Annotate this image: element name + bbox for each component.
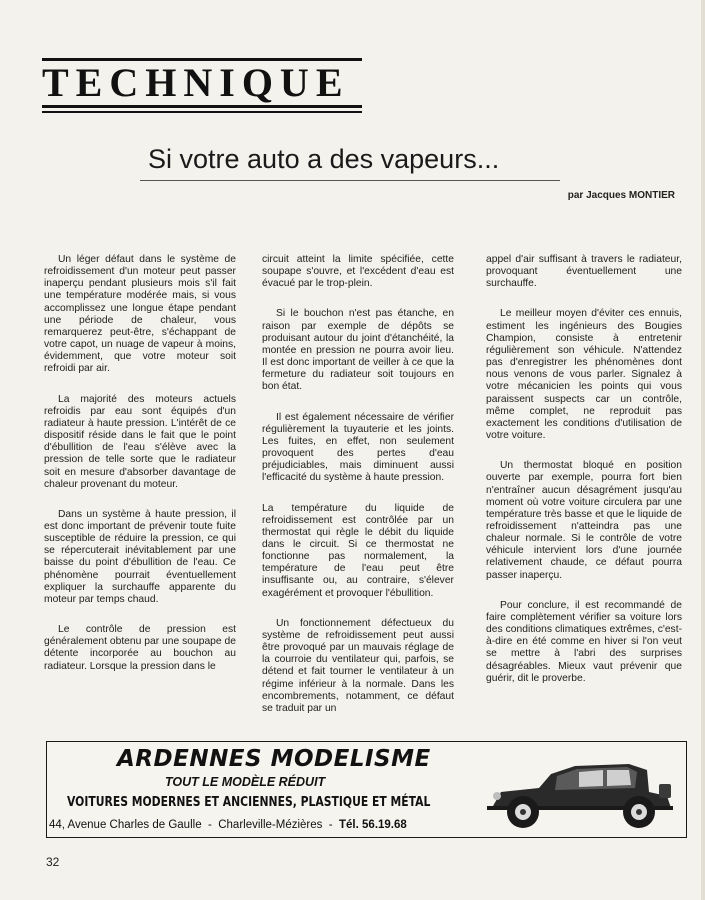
ad-phone: 56.19.68 <box>362 819 407 831</box>
paragraph: Dans un système à haute pression, il est donc important de prévenir toute fuite susceptible de réduire la pression, ce qui se répercuterait inévitablement par une baisse du point d'ébullition de l'eau. Ce phénomène pourrait éventuellement expliquer la surchauffe apparente du moteur par temps chaud. <box>44 508 236 605</box>
paragraph: Un fonctionnement défectueux du système de refroidissement peut aussi être provoqué par un mauvais réglage de la courroie du ventilateur qui, parfois, se détend et fait tourner le ventilateur à un régime inférieur à la normale. Dans les encombrements, notamment, ce défaut se traduit par un <box>262 617 454 714</box>
byline-author: MONTIER <box>628 190 675 201</box>
paragraph: Un léger défaut dans le système de refroidissement d'un moteur peut passer inaperçu pendant plusieurs mois s'il fait une température modérée mais, si vous accomplissez une longue étape pendant une période de chaleur, vous remarquerez peut-être, s'échappant de votre capot, un nuage de vapeur à moins, évidemment, que votre moteur soit refroidi par air. <box>44 254 236 375</box>
vintage-car-illustration <box>479 748 679 832</box>
paragraph: Un thermostat bloqué en position ouverte par exemple, pourra fort bien n'entraîner aucun désagrément jusqu'au moment où votre voiture circulera par une température très basse et que le liquide de refroidissement n'atteindra pas une chaleur normale. Si le contrôle de votre véhicule intervient lors d'une journée relativement chaude, ce défaut pourra passer inaperçu. <box>486 460 682 581</box>
byline-prefix: par Jacques <box>567 190 627 201</box>
ad-separator: - <box>207 819 212 831</box>
scan-edge <box>701 0 705 900</box>
article-column-1 <box>44 254 236 691</box>
byline <box>568 190 675 201</box>
ad-brand: ARDENNES MODELISME <box>117 746 431 772</box>
paragraph: Pour conclure, il est recommandé de faire complètement vérifier sa voiture lors des conditions climatiques extrêmes, c'est-à-dire en été comme en hiver si l'on veut se mettre à l'abri des surprises désagréables. Mieux vaut prévenir que guérir, dit le proverbe. <box>486 599 682 684</box>
ad-address <box>49 819 407 831</box>
ad-product-line: VOITURES MODERNES ET ANCIENNES, PLASTIQUE ET MÉTAL <box>67 794 431 810</box>
section-title: TECHNIQUE <box>42 58 362 108</box>
paragraph: La température du liquide de refroidissement est contrôlée par un thermostat qui règle le débit du liquide dans le circuit. Si ce thermostat ne fonctionne pas normalement, la température de l'eau peut être insuffisante ou, au contraire, s'élever exagérément et provoquer l'ébullition. <box>262 502 454 599</box>
paragraph: La majorité des moteurs actuels refroidis par eau sont équipés d'un radiateur à haute pression. L'intérêt de ce dispositif réside dans le fait que le point d'ébullition de l'eau s'élève avec la pression de telle sorte que le radiateur soit en mesure d'absorber davantage de chaleur provenant du moteur. <box>44 393 236 490</box>
headline-rule <box>140 180 560 181</box>
ad-tagline: TOUT LE MODÈLE RÉDUIT <box>165 775 326 789</box>
paragraph: Si le bouchon n'est pas étanche, en raison par exemple de dépôts se produisant autour du joint d'étanchéité, la montée en pression ne pourra avoir lieu. Il est donc important de veiller à ce que la fermeture du radiateur soit toujours en bon état. <box>262 308 454 393</box>
paragraph: Le meilleur moyen d'éviter ces ennuis, estiment les ingénieurs des Bougies Champion, consiste à entretenir régulièrement son véhicule. N'attendez pas d'enregistrer les phénomènes dont nous venons de vous parler. Signalez à votre mécanicien les points qui vous paraissent suspects car un contrôle, même complet, ne reproduit pas exactement les conditions d'utilisation de votre voiture. <box>486 308 682 442</box>
article-column-2 <box>262 254 454 733</box>
paragraph: appel d'air suffisant à travers le radiateur, provoquant éventuellement une surchauffe. <box>486 254 682 290</box>
paragraph: Il est également nécessaire de vérifier régulièrement la tuyauterie et les joints. Les fuites, en effet, non seulement provoquent des pertes d'eau préjudiciables, mais diminuent aussi l'efficacité du système à haute pression. <box>262 411 454 484</box>
ad-street: 44, Avenue Charles de Gaulle <box>49 819 202 831</box>
article-headline: Si votre auto a des vapeurs... <box>148 144 500 174</box>
article-column-3 <box>486 254 682 703</box>
ad-city: Charleville-Mézières <box>218 819 323 831</box>
paragraph: Le contrôle de pression est généralement obtenu par une soupape de détente incorporée au bouchon au radiateur. Lorsque la pression dans le <box>44 624 236 672</box>
page-number: 32 <box>46 855 60 869</box>
ad-phone-label: Tél. <box>339 819 359 831</box>
advertisement-box <box>46 741 687 838</box>
paragraph: circuit atteint la limite spécifiée, cette soupape s'ouvre, et l'excédent d'eau est évacué par le trop-plein. <box>262 254 454 290</box>
ad-separator: - <box>328 819 333 831</box>
